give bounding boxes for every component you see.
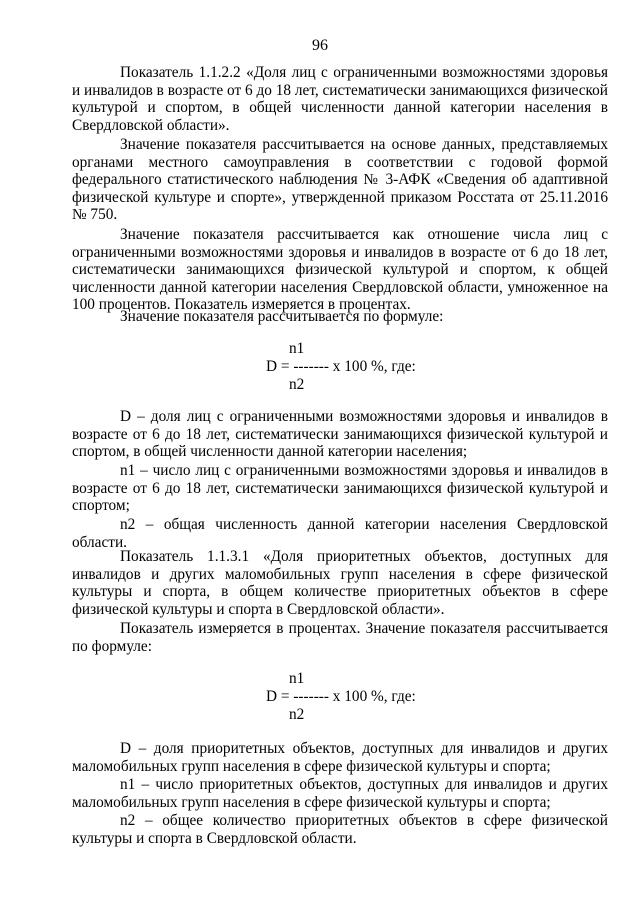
formula-1-denominator: n2 [289,376,305,393]
paragraph-indicator-1-1-3-1: Показатель 1.1.3.1 «Доля приоритетных объектов, доступных для инвалидов и других маломобильных групп населения в сфере физической культуры и спорта, в общем количестве приоритетных объектов в сфере физической культуры и спорта в Свердловской области». [72,548,608,618]
definition-n1-1: n1 – число лиц с ограниченными возможностями здоровья и инвалидов в возрасте от 6 до 18 лет, систематически занимающихся физической культурой и спортом; [72,462,608,515]
definition-n2-1: n2 – общая численность данной категории населения Свердловской области. [72,516,608,551]
formula-2-equation: D = ------- x 100 %, где: [266,688,416,705]
definition-d-1: D – доля лиц с ограниченными возможностями здоровья и инвалидов в возрасте от 6 до 18 лет, систематически занимающихся физической культурой и спортом, в общей численности данной категории населения; [72,408,608,461]
definition-n2-2: n2 – общее количество приоритетных объектов в сфере физической культуры и спорта в Свердловской области. [72,812,608,847]
paragraph-data-source: Значение показателя рассчитывается на основе данных, представляемых органами местного самоуправления в соответствии с годовой формой федерального статистического наблюдения № 3-АФК «Сведения об адаптивной физической культуре и спорте», утвержденной приказом Росстата от 25.11.2016 № 750. [72,136,608,224]
formula-2-denominator: n2 [289,706,305,723]
definition-n1-2: n1 – число приоритетных объектов, доступных для инвалидов и других маломобильных групп населения в сфере физической культуры и спорта; [72,776,608,811]
page-number: 96 [312,37,328,54]
paragraph-formula-intro-1: Значение показателя рассчитывается по формуле: [120,308,444,325]
paragraph-calculation-method: Значение показателя рассчитывается как отношение числа лиц с ограниченными возможностями здоровья и инвалидов в возрасте от 6 до 18 лет, систематически занимающихся физической культурой и спортом, к общей численности данной категории населения Свердловской области, умноженное на 100 процентов. Показатель измеряется в процентах. [72,226,608,314]
formula-2-numerator: n1 [289,670,305,687]
definition-d-2: D – доля приоритетных объектов, доступных для инвалидов и других маломобильных групп населения в сфере физической культуры и спорта; [72,740,608,775]
formula-1-equation: D = ------- x 100 %, где: [266,358,416,375]
formula-1-numerator: n1 [289,340,305,357]
paragraph-indicator-1-1-2-2: Показатель 1.1.2.2 «Доля лиц с ограниченными возможностями здоровья и инвалидов в возрасте от 6 до 18 лет, систематически занимающихся физической культурой и спортом, в общей численности данной категории населения в Свердловской области». [72,64,608,134]
paragraph-formula-intro-2: Показатель измеряется в процентах. Значение показателя рассчитывается по формуле: [72,620,608,655]
